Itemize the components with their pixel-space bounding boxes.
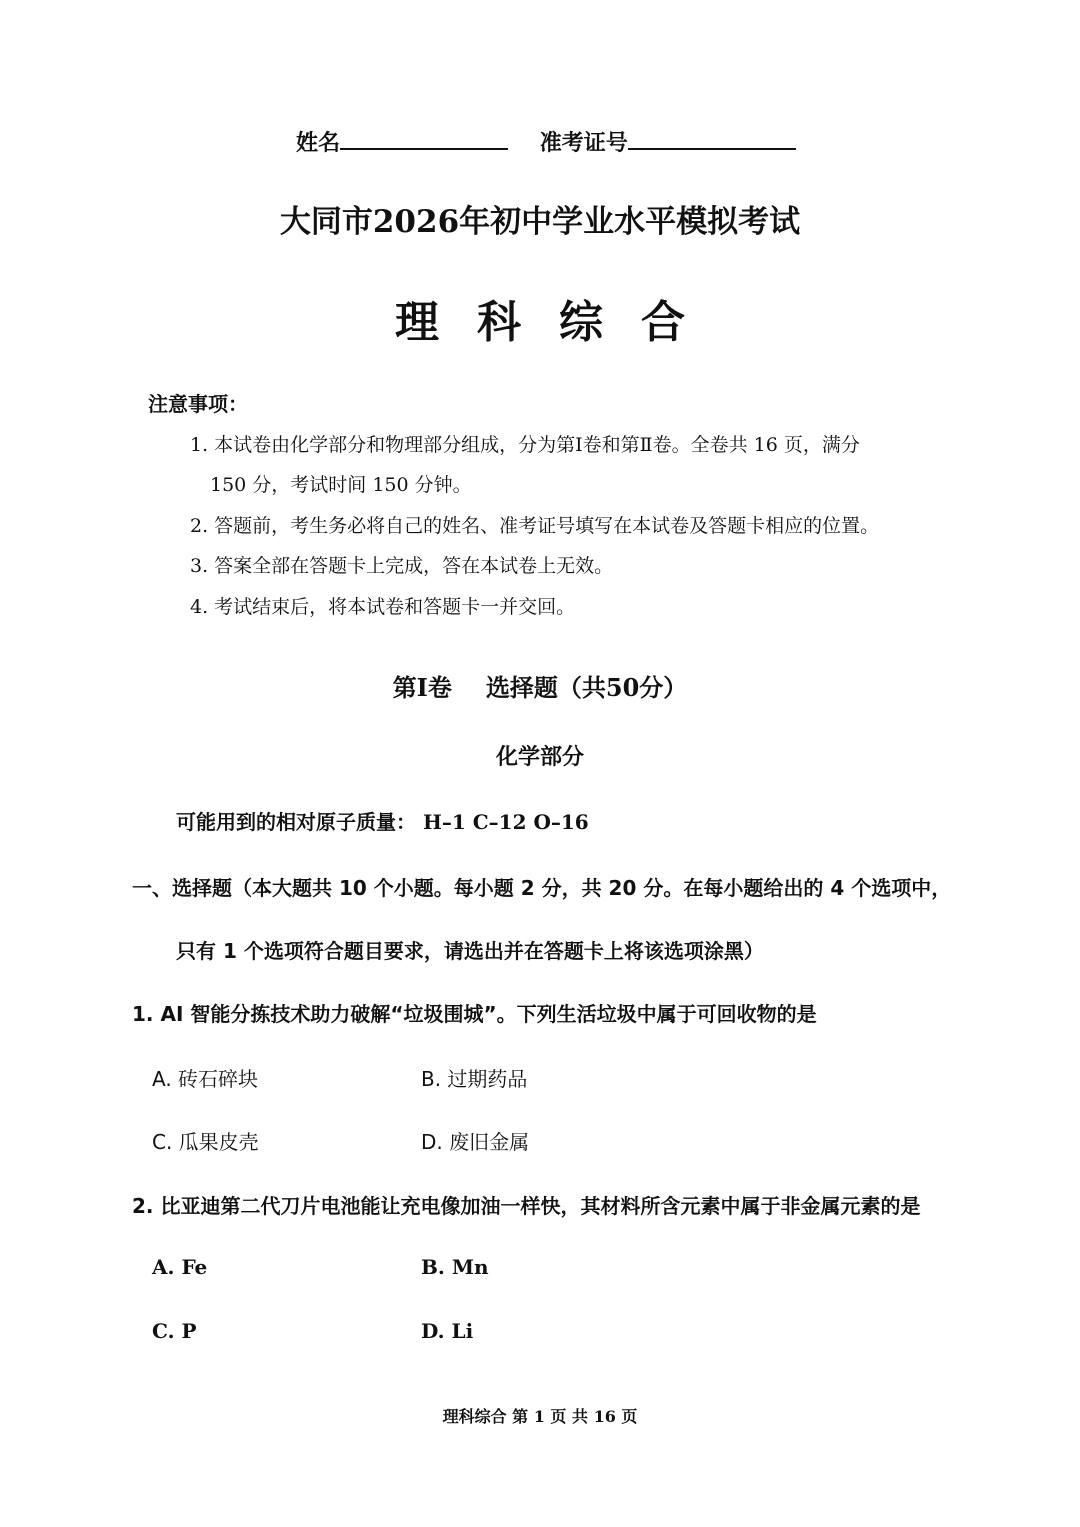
notice-item-4: 4. 考试结束后，将本试卷和答题卡一并交回。: [190, 596, 576, 618]
part-label: 第I卷: [392, 673, 452, 702]
notice-item-1-continued: 150 分，考试时间 150 分钟。: [210, 474, 472, 496]
notice-item-3: 3. 答案全部在答题卡上完成，答在本试卷上无效。: [190, 555, 614, 577]
question-2-option-b: B. Mn: [421, 1255, 489, 1279]
question-1-option-b: B. 过期药品: [421, 1067, 528, 1091]
question-section-instructions-continued: 只有 1 个选项符合题目要求，请选出并在答题卡上将该选项涂黑）: [176, 939, 764, 963]
exam-id-label: 准考证号: [539, 130, 628, 156]
question-2-option-c: C. P: [152, 1319, 197, 1343]
page-footer: 理科综合 第 1 页 共 16 页: [442, 1407, 638, 1426]
question-2-option-a: A. Fe: [152, 1255, 208, 1279]
exam-title: 大同市2026年初中学业水平模拟考试: [279, 204, 801, 240]
question-1-stem: 1. AI 智能分拣技术助力破解“垃圾围城”。下列生活垃圾中属于可回收物的是: [132, 1002, 817, 1026]
section-title: 化学部分: [495, 744, 584, 770]
subject-title: 理科综合: [395, 297, 723, 348]
question-2-stem: 2. 比亚迪第二代刀片电池能让充电像加油一样快，其材料所含元素中属于非金属元素的是: [132, 1194, 921, 1218]
notice-item-2: 2. 答题前，考生务必将自己的姓名、准考证号填写在本试卷及答题卡相应的位置。: [190, 515, 880, 537]
question-1-option-d: D. 废旧金属: [421, 1130, 530, 1154]
notice-item-1: 1. 本试卷由化学部分和物理部分组成，分为第Ⅰ卷和第Ⅱ卷。全卷共 16 页，满分: [190, 434, 860, 456]
question-section-instructions: 一、选择题（本大题共 10 个小题。每小题 2 分，共 20 分。在每小题给出的 4 个选项中，: [132, 876, 952, 900]
name-blank[interactable]: [340, 134, 508, 150]
exam-id-blank[interactable]: [628, 134, 796, 150]
question-1-option-c: C. 瓜果皮壳: [152, 1130, 259, 1154]
part-title: [0, 668, 1080, 703]
candidate-info-line: [296, 126, 796, 157]
part-subtitle: 选择题（共50分）: [485, 673, 688, 702]
notice-heading: 注意事项：: [148, 392, 248, 416]
question-1-option-a: A. 砖石碎块: [152, 1067, 259, 1091]
question-2-option-d: D. Li: [421, 1319, 474, 1343]
name-label: 姓名: [296, 130, 341, 156]
atomic-mass-reference: 可能用到的相对原子质量： H–1 C–12 O–16: [176, 810, 589, 834]
